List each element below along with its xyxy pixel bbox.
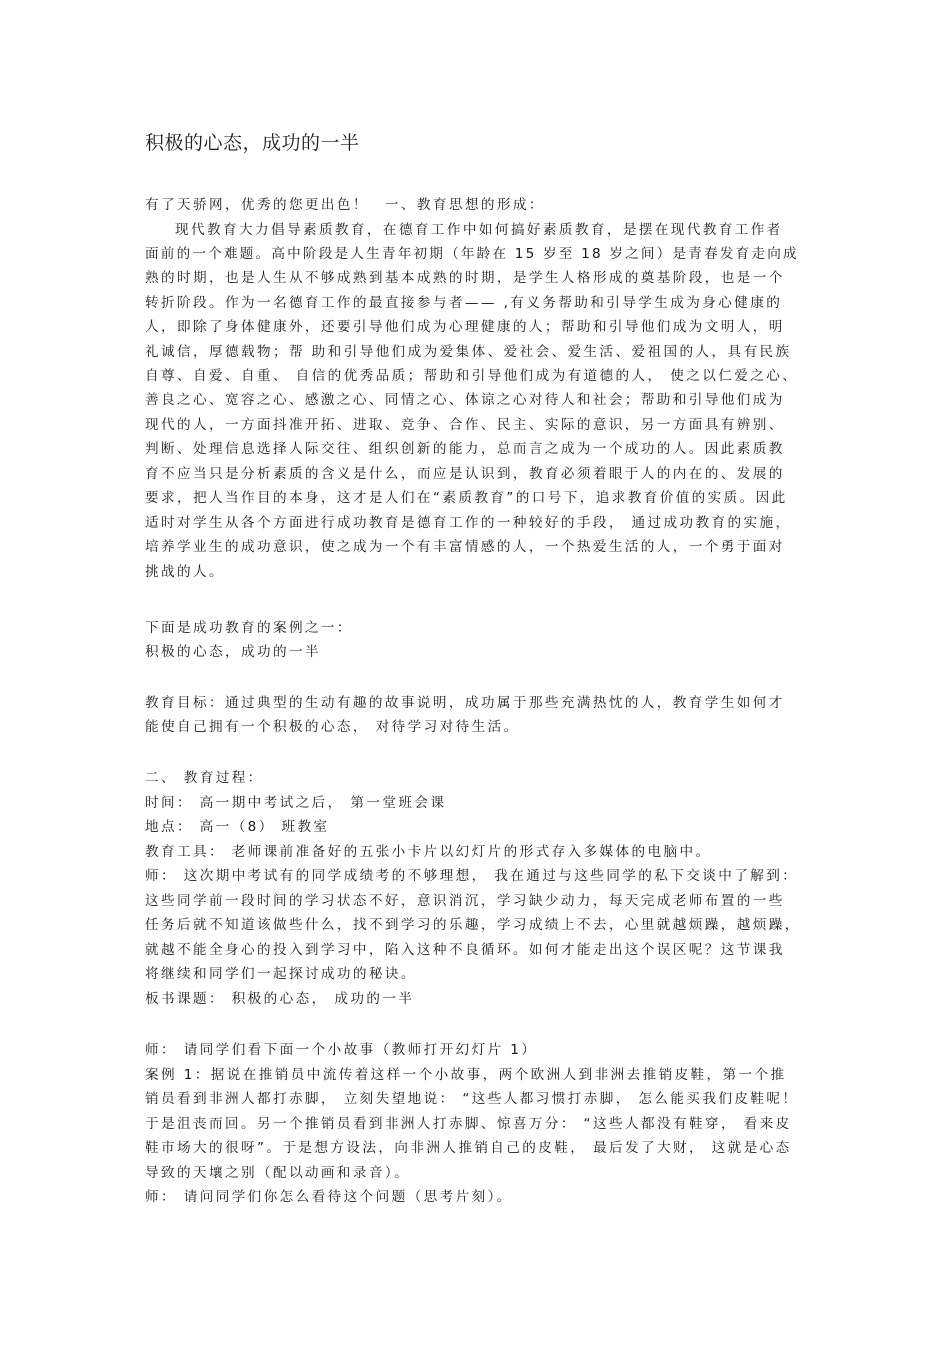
text-line: 培养学业生的成功意识，使之成为一个有丰富情感的人，一个热爱生活的人，一个勇于面对 xyxy=(145,539,785,555)
text-line: 现代教育大力倡导素质教育，在德育工作中如何搞好素质教育，是摆在现代教育工作者 xyxy=(175,222,783,238)
text-line: 于是沮丧而回。另一个推销员看到非洲人打赤脚、惊喜万分： “这些人都没有鞋穿， 看来皮 xyxy=(145,1116,792,1132)
text-line: 面前的一个难题。高中阶段是人生青年初期（年龄在 15 岁至 18 岁之间）是青春发育走向成 xyxy=(145,246,799,262)
text-line: 这些同学前一段时间的学习状态不好，意识消沉，学习缺少动力，每天完成老师布置的一些 xyxy=(145,893,785,909)
text-line: 自尊、自爱、自重、 自信的优秀品质；帮助和引导他们成为有道德的人， 使之以仁爱之心、 xyxy=(145,368,799,384)
text-line: 熟的时期，也是人生从不够成熟到基本成熟的时期，是学生人格形成的奠基阶段，也是一个 xyxy=(145,270,785,286)
text-line: 教育目标：通过典型的生动有趣的故事说明，成功属于那些充满热忱的人，教育学生如何才 xyxy=(145,695,785,711)
text-line: 转折阶段。作为一名德育工作的最直接参与者—— ,有义务帮助和引导学生成为身心健康的 xyxy=(145,295,783,311)
text-line: 师： 请同学们看下面一个小故事（教师打开幻灯片 1） xyxy=(145,1042,538,1058)
text-line: 适时对学生从各个方面进行成功教育是德育工作的一种较好的手段， 通过成功教育的实施， xyxy=(145,515,792,531)
text-line: 导致的天壤之别（配以动画和录音）。 xyxy=(145,1165,411,1181)
text-line: 鞋市场大的很呀”。于是想方设法，向非洲人推销自己的皮鞋， 最后发了大财， 这就是心态 xyxy=(145,1140,792,1156)
text-line: 礼诚信，厚德载物；帮 助和引导他们成为爱集体、爱社会、爱生活、爱祖国的人，具有民族 xyxy=(145,344,792,360)
text-line: 积极的心态，成功的一半 xyxy=(145,644,321,660)
text-line: 判断、处理信息选择人际交往、组织创新的能力，总而言之成为一个成功的人。因此素质教 xyxy=(145,441,785,457)
text-line: 二、 教育过程： xyxy=(145,770,264,786)
text-line: 现代的人，一方面抖准开拓、进取、竞争、合作、民主、实际的意识，另一方面具有辨别、 xyxy=(145,417,785,433)
text-line: 销员看到非洲人都打赤脚， 立刻失望地说： “这些人都习惯打赤脚， 怎么能买我们皮鞋呢！ xyxy=(145,1091,799,1107)
text-line: 案例 1：据说在推销员中流传着这样一个小故事，两个欧洲人到非洲去推销皮鞋，第一个推 xyxy=(145,1067,787,1083)
text-line: 将继续和同学们一起探讨成功的秘诀。 xyxy=(145,966,417,982)
text-line: 师： 这次期中考试有的同学成绩考的不够理想， 我在通过与这些同学的私下交谈中了解到： xyxy=(145,868,799,884)
page-title: 积极的心态，成功的一半 xyxy=(145,132,360,154)
text-line: 人，即除了身体健康外，还要引导他们成为心理健康的人；帮助和引导他们成为文明人，明 xyxy=(145,319,785,335)
text-line: 时间： 高一期中考试之后， 第一堂班会课 xyxy=(145,795,447,811)
text-line: 任务后就不知道该做些什么，找不到学习的乐趣，学习成绩上不去，心里就越烦躁，越烦躁， xyxy=(145,917,801,933)
text-line: 能使自己拥有一个积极的心态， 对待学习对待生活。 xyxy=(145,719,520,735)
text-line: 有了天骄网，优秀的您更出色！ 一、教育思想的形成： xyxy=(145,197,545,213)
text-line: 师： 请问同学们你怎么看待这个问题（思考片刻）。 xyxy=(145,1189,513,1205)
text-line: 下面是成功教育的案例之一： xyxy=(145,620,353,636)
text-line: 就越不能全身心的投入到学习中，陷入这种不良循环。如何才能走出这个误区呢？这节课我 xyxy=(145,942,785,958)
text-line: 育不应当只是分析素质的含义是什么，而应是认识到，教育必须着眼于人的内在的、发展的 xyxy=(145,466,785,482)
text-line: 善良之心、宽容之心、感激之心、同情之心、体谅之心对待人和社会；帮助和引导他们成为 xyxy=(145,392,785,408)
text-line: 教育工具： 老师课前准备好的五张小卡片以幻灯片的形式存入多媒体的电脑中。 xyxy=(145,844,712,860)
text-line: 地点： 高一（8） 班教室 xyxy=(145,819,330,835)
text-line: 板书课题： 积极的心态， 成功的一半 xyxy=(145,991,415,1007)
text-line: 要求，把人当作目的本身，这才是人们在“素质教育”的口号下，追求教育价值的实质。因此 xyxy=(145,490,788,506)
text-line: 挑战的人。 xyxy=(145,564,225,580)
